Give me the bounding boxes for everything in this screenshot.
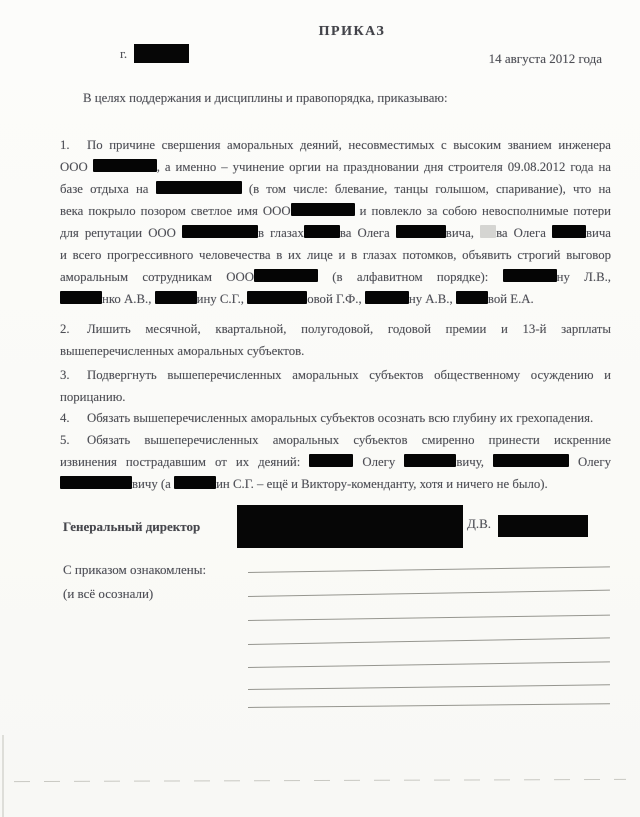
date-line: 14 августа 2012 года	[488, 51, 602, 66]
redaction-signature-block	[237, 505, 463, 548]
redaction-block	[552, 225, 586, 238]
redaction-block	[156, 181, 242, 194]
city-prefix: г.	[120, 46, 128, 61]
item-number: 3.	[60, 368, 70, 382]
redaction-block	[456, 291, 488, 304]
redaction-city-name	[134, 44, 189, 63]
director-role-label: Генеральный директор	[63, 519, 201, 534]
text-line: базе отдыха на (в том числе: блевание, танцы голышом, спаривание), что на	[60, 182, 611, 196]
redaction-block	[304, 225, 340, 238]
text-line: для репутации ООО в глазах ва Олега вича, ва Олега вича	[60, 226, 611, 240]
order-item-5	[60, 429, 611, 495]
redaction-block	[254, 269, 318, 282]
order-item-1	[60, 134, 611, 310]
redaction-block	[309, 454, 353, 467]
text-line: века покрыло позором светлое имя ООО и повлекло за собою невосполнимые потери	[60, 204, 611, 218]
text-line: 5. Обязать вышеперечисленных аморальных субъектов смиренно принести искренние	[60, 429, 611, 451]
text-line: вышеперечисленных аморальных субъектов.	[60, 344, 305, 358]
redaction-block	[291, 203, 355, 216]
intro-line: В целях поддержания и дисциплины и правопорядка, приказываю:	[83, 91, 448, 105]
text-line: 1. По причине свершения аморальных деяний, несовместимых с высоким званием инженера	[60, 134, 611, 156]
signature-line	[248, 615, 610, 621]
signature-line	[248, 684, 610, 690]
redaction-block	[60, 476, 132, 489]
item-number: 2.	[60, 322, 70, 336]
text-line: 2. Лишить месячной, квартальной, полугодовой, годовой премии и 13-й зарплаты	[60, 318, 611, 340]
redaction-block	[93, 159, 157, 172]
item-number: 5.	[60, 433, 70, 447]
redaction-block	[365, 291, 409, 304]
redaction-block	[404, 454, 456, 467]
acknowledgment-sublabel: (и всё осознали)	[63, 586, 154, 601]
order-item-3	[60, 364, 611, 408]
signature-line	[248, 661, 610, 668]
item-number: 1.	[60, 138, 70, 152]
text-line: 3. Подвергнуть вышеперечисленных аморальных субъектов общественному осуждению и	[60, 364, 611, 386]
text-line: 4. Обязать вышеперечисленных аморальных субъектов осознать всю глубину их грехопадения.	[60, 407, 611, 429]
redaction-director-surname	[498, 515, 588, 537]
text-line: аморальным сотрудникам ООО (в алфавитном порядке): ну Л.В.,	[60, 270, 611, 284]
signature-line	[248, 566, 610, 573]
signature-line	[248, 703, 610, 708]
signature-line	[248, 637, 610, 645]
document-title: ПРИКАЗ	[318, 24, 386, 39]
redaction-block	[480, 225, 496, 238]
acknowledgment-label: С приказом ознакомлены:	[63, 562, 207, 577]
redaction-block	[174, 476, 216, 489]
director-initials: Д.В.	[467, 516, 492, 531]
text-line: ООО , а именно – учинение оргии на праздновании дня строителя 09.08.2012 года на	[60, 160, 611, 174]
city-line	[120, 44, 189, 63]
redaction-block	[396, 225, 446, 238]
redaction-block	[60, 291, 102, 304]
text-line: и всего прогрессивного человечества в их лице и в глазах потомков, объявить строгий выговор	[60, 248, 611, 262]
text-line: нко А.В., ину С.Г., овой Г.Ф., ну А.В., вой Е.А.	[60, 288, 611, 310]
signature-line	[248, 590, 610, 597]
redaction-block	[182, 225, 258, 238]
redaction-block	[493, 454, 569, 467]
signature-lines	[248, 570, 612, 720]
redaction-block	[155, 291, 197, 304]
text-line: вичу (а ин С.Г. – ещё и Виктору-коменданту, хотя и ничего не было).	[60, 473, 611, 495]
order-item-2	[60, 318, 611, 362]
scan-artifact-line	[14, 779, 626, 782]
redaction-block	[247, 291, 307, 304]
order-item-4	[60, 407, 611, 429]
text-line: извинения пострадавшим от их деяний: Олегу вичу, Олегу	[60, 455, 611, 469]
item-number: 4.	[60, 411, 70, 425]
redaction-block	[503, 269, 557, 282]
scan-artifact-edge	[2, 735, 4, 817]
text-line: порицанию.	[60, 390, 126, 404]
